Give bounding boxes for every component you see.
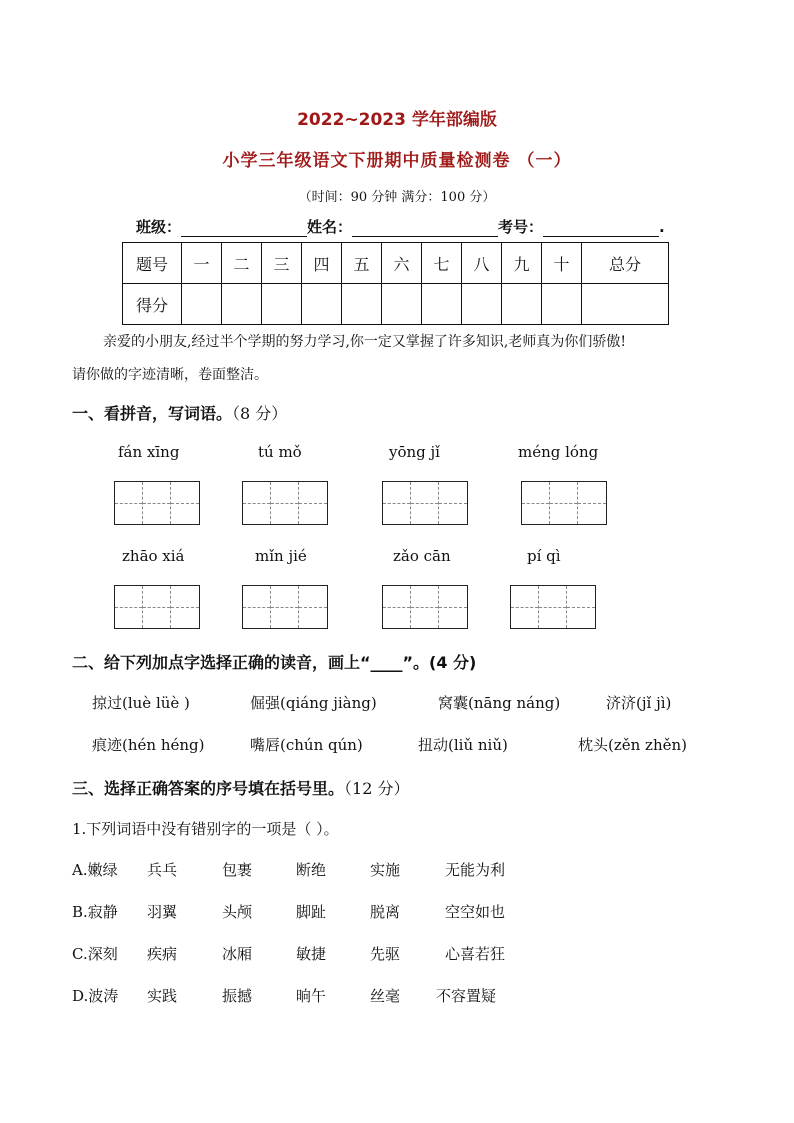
pinyin-label: yōng jǐ	[389, 443, 440, 461]
document-title-year: 2022~2023 学年部编版	[297, 110, 497, 130]
score-cell[interactable]	[262, 284, 302, 325]
pinyin-label: mǐn jié	[255, 547, 307, 565]
pinyin-label: fán xīng	[118, 443, 180, 461]
writing-grid[interactable]	[242, 585, 328, 629]
option-word: A.嫩绿	[72, 861, 118, 879]
option-word: C.深刻	[72, 945, 118, 963]
writing-grid[interactable]	[382, 481, 468, 525]
score-table-row-label: 得分	[123, 284, 182, 325]
score-table-total-label: 总分	[582, 243, 669, 284]
option-word: 冰厢	[222, 945, 253, 963]
name-blank[interactable]	[352, 220, 498, 237]
section1-points: （8 分）	[232, 404, 288, 423]
score-cell[interactable]	[182, 284, 222, 325]
score-cell[interactable]	[502, 284, 542, 325]
option-word: 脚趾	[296, 903, 327, 921]
score-table-column: 二	[222, 243, 262, 284]
pronunciation-row	[92, 692, 671, 713]
option-word: 敏捷	[296, 945, 327, 963]
writing-grid[interactable]	[114, 585, 200, 629]
score-table-column: 九	[502, 243, 542, 284]
class-label: 班级：	[136, 218, 182, 236]
section3-heading	[72, 776, 409, 799]
score-table-column: 四	[302, 243, 342, 284]
option-word: 断绝	[296, 861, 327, 879]
option-word: B.寂静	[72, 903, 118, 921]
option-word: 晌午	[296, 987, 327, 1005]
answer-option-a[interactable]	[72, 859, 505, 880]
pronunciation-item[interactable]: 枕头(zěn zhěn)	[578, 736, 688, 754]
option-word: 心喜若狂	[445, 945, 506, 963]
total-score-cell[interactable]	[582, 284, 669, 325]
score-table-column: 一	[182, 243, 222, 284]
answer-option-d[interactable]	[72, 985, 496, 1006]
score-table-column: 六	[382, 243, 422, 284]
score-table	[122, 242, 669, 325]
option-word: 疾病	[147, 945, 178, 963]
pronunciation-item[interactable]: 嘴唇(chún qún)	[250, 736, 363, 754]
option-word: 不容置疑	[436, 987, 497, 1005]
section3-points: （12 分）	[344, 779, 410, 798]
pinyin-label: méng lóng	[518, 443, 599, 461]
score-cell[interactable]	[462, 284, 502, 325]
name-label: 姓名：	[307, 218, 353, 236]
writing-grid[interactable]	[114, 481, 200, 525]
score-cell[interactable]	[542, 284, 582, 325]
pronunciation-item[interactable]: 倔强(qiáng jiàng)	[250, 694, 377, 712]
score-table-column: 七	[422, 243, 462, 284]
option-word: 振撼	[222, 987, 253, 1005]
writing-grid[interactable]	[510, 585, 596, 629]
option-word: 先驱	[370, 945, 401, 963]
answer-option-c[interactable]	[72, 943, 505, 964]
pinyin-label: zǎo cān	[393, 547, 451, 565]
score-table-header-row	[123, 243, 669, 284]
option-word: D.波涛	[72, 987, 119, 1005]
writing-grid[interactable]	[242, 481, 328, 525]
option-word: 空空如也	[445, 903, 506, 921]
score-table-score-row	[123, 284, 669, 325]
pinyin-label: tú mǒ	[258, 443, 302, 461]
option-word: 脱离	[370, 903, 401, 921]
score-cell[interactable]	[422, 284, 462, 325]
score-table-column: 三	[262, 243, 302, 284]
score-cell[interactable]	[302, 284, 342, 325]
score-cell[interactable]	[222, 284, 262, 325]
option-word: 实施	[370, 861, 401, 879]
section1-heading	[72, 401, 287, 424]
number-label: 考号：	[498, 218, 544, 236]
pronunciation-item[interactable]: 扭动(liǔ niǔ)	[418, 736, 508, 754]
document-title-exam: 小学三年级语文下册期中质量检测卷 （一）	[222, 151, 572, 171]
score-table-column: 八	[462, 243, 502, 284]
section3-title: 三、选择正确答案的序号填在括号里。	[72, 779, 345, 798]
option-word: 包裹	[222, 861, 253, 879]
question-1: 1.下列词语中没有错别字的一项是（ ）。	[72, 820, 339, 838]
option-word: 头颅	[222, 903, 253, 921]
score-table-column: 五	[342, 243, 382, 284]
info-end-mark: .	[659, 218, 665, 236]
score-cell[interactable]	[382, 284, 422, 325]
class-blank[interactable]	[181, 220, 307, 237]
pronunciation-item[interactable]: 济济(jǐ jì)	[606, 694, 672, 712]
score-table-column: 十	[542, 243, 582, 284]
exam-time-and-score: （时间：90 分钟 满分：100 分）	[298, 190, 496, 205]
answer-option-b[interactable]	[72, 901, 505, 922]
number-blank[interactable]	[543, 220, 659, 237]
pinyin-label: zhāo xiá	[122, 547, 185, 565]
option-word: 羽翼	[147, 903, 178, 921]
intro-text-line1: 亲爱的小朋友,经过半个学期的努力学习,你一定又掌握了许多知识,老师真为你们骄傲!	[103, 334, 626, 350]
score-cell[interactable]	[342, 284, 382, 325]
option-word: 兵乓	[147, 861, 178, 879]
pinyin-label: pí qì	[527, 547, 561, 565]
intro-text-line2: 请你做的字迹清晰，卷面整洁。	[72, 367, 268, 383]
pronunciation-item[interactable]: 痕迹(hén héng)	[92, 736, 205, 754]
pronunciation-item[interactable]: 掠过(luè lüè )	[92, 694, 190, 712]
writing-grid[interactable]	[382, 585, 468, 629]
option-word: 实践	[147, 987, 178, 1005]
section1-title: 一、看拼音，写词语。	[72, 404, 233, 423]
writing-grid[interactable]	[521, 481, 607, 525]
student-info-line	[136, 216, 665, 237]
option-word: 无能为利	[445, 861, 506, 879]
pronunciation-item[interactable]: 窝囊(nāng náng)	[438, 694, 561, 712]
score-table-row-label: 题号	[123, 243, 182, 284]
section2-heading: 二、给下列加点字选择正确的读音，画上“____”。(4 分)	[72, 653, 477, 672]
pronunciation-row	[92, 734, 687, 755]
option-word: 丝毫	[370, 987, 401, 1005]
